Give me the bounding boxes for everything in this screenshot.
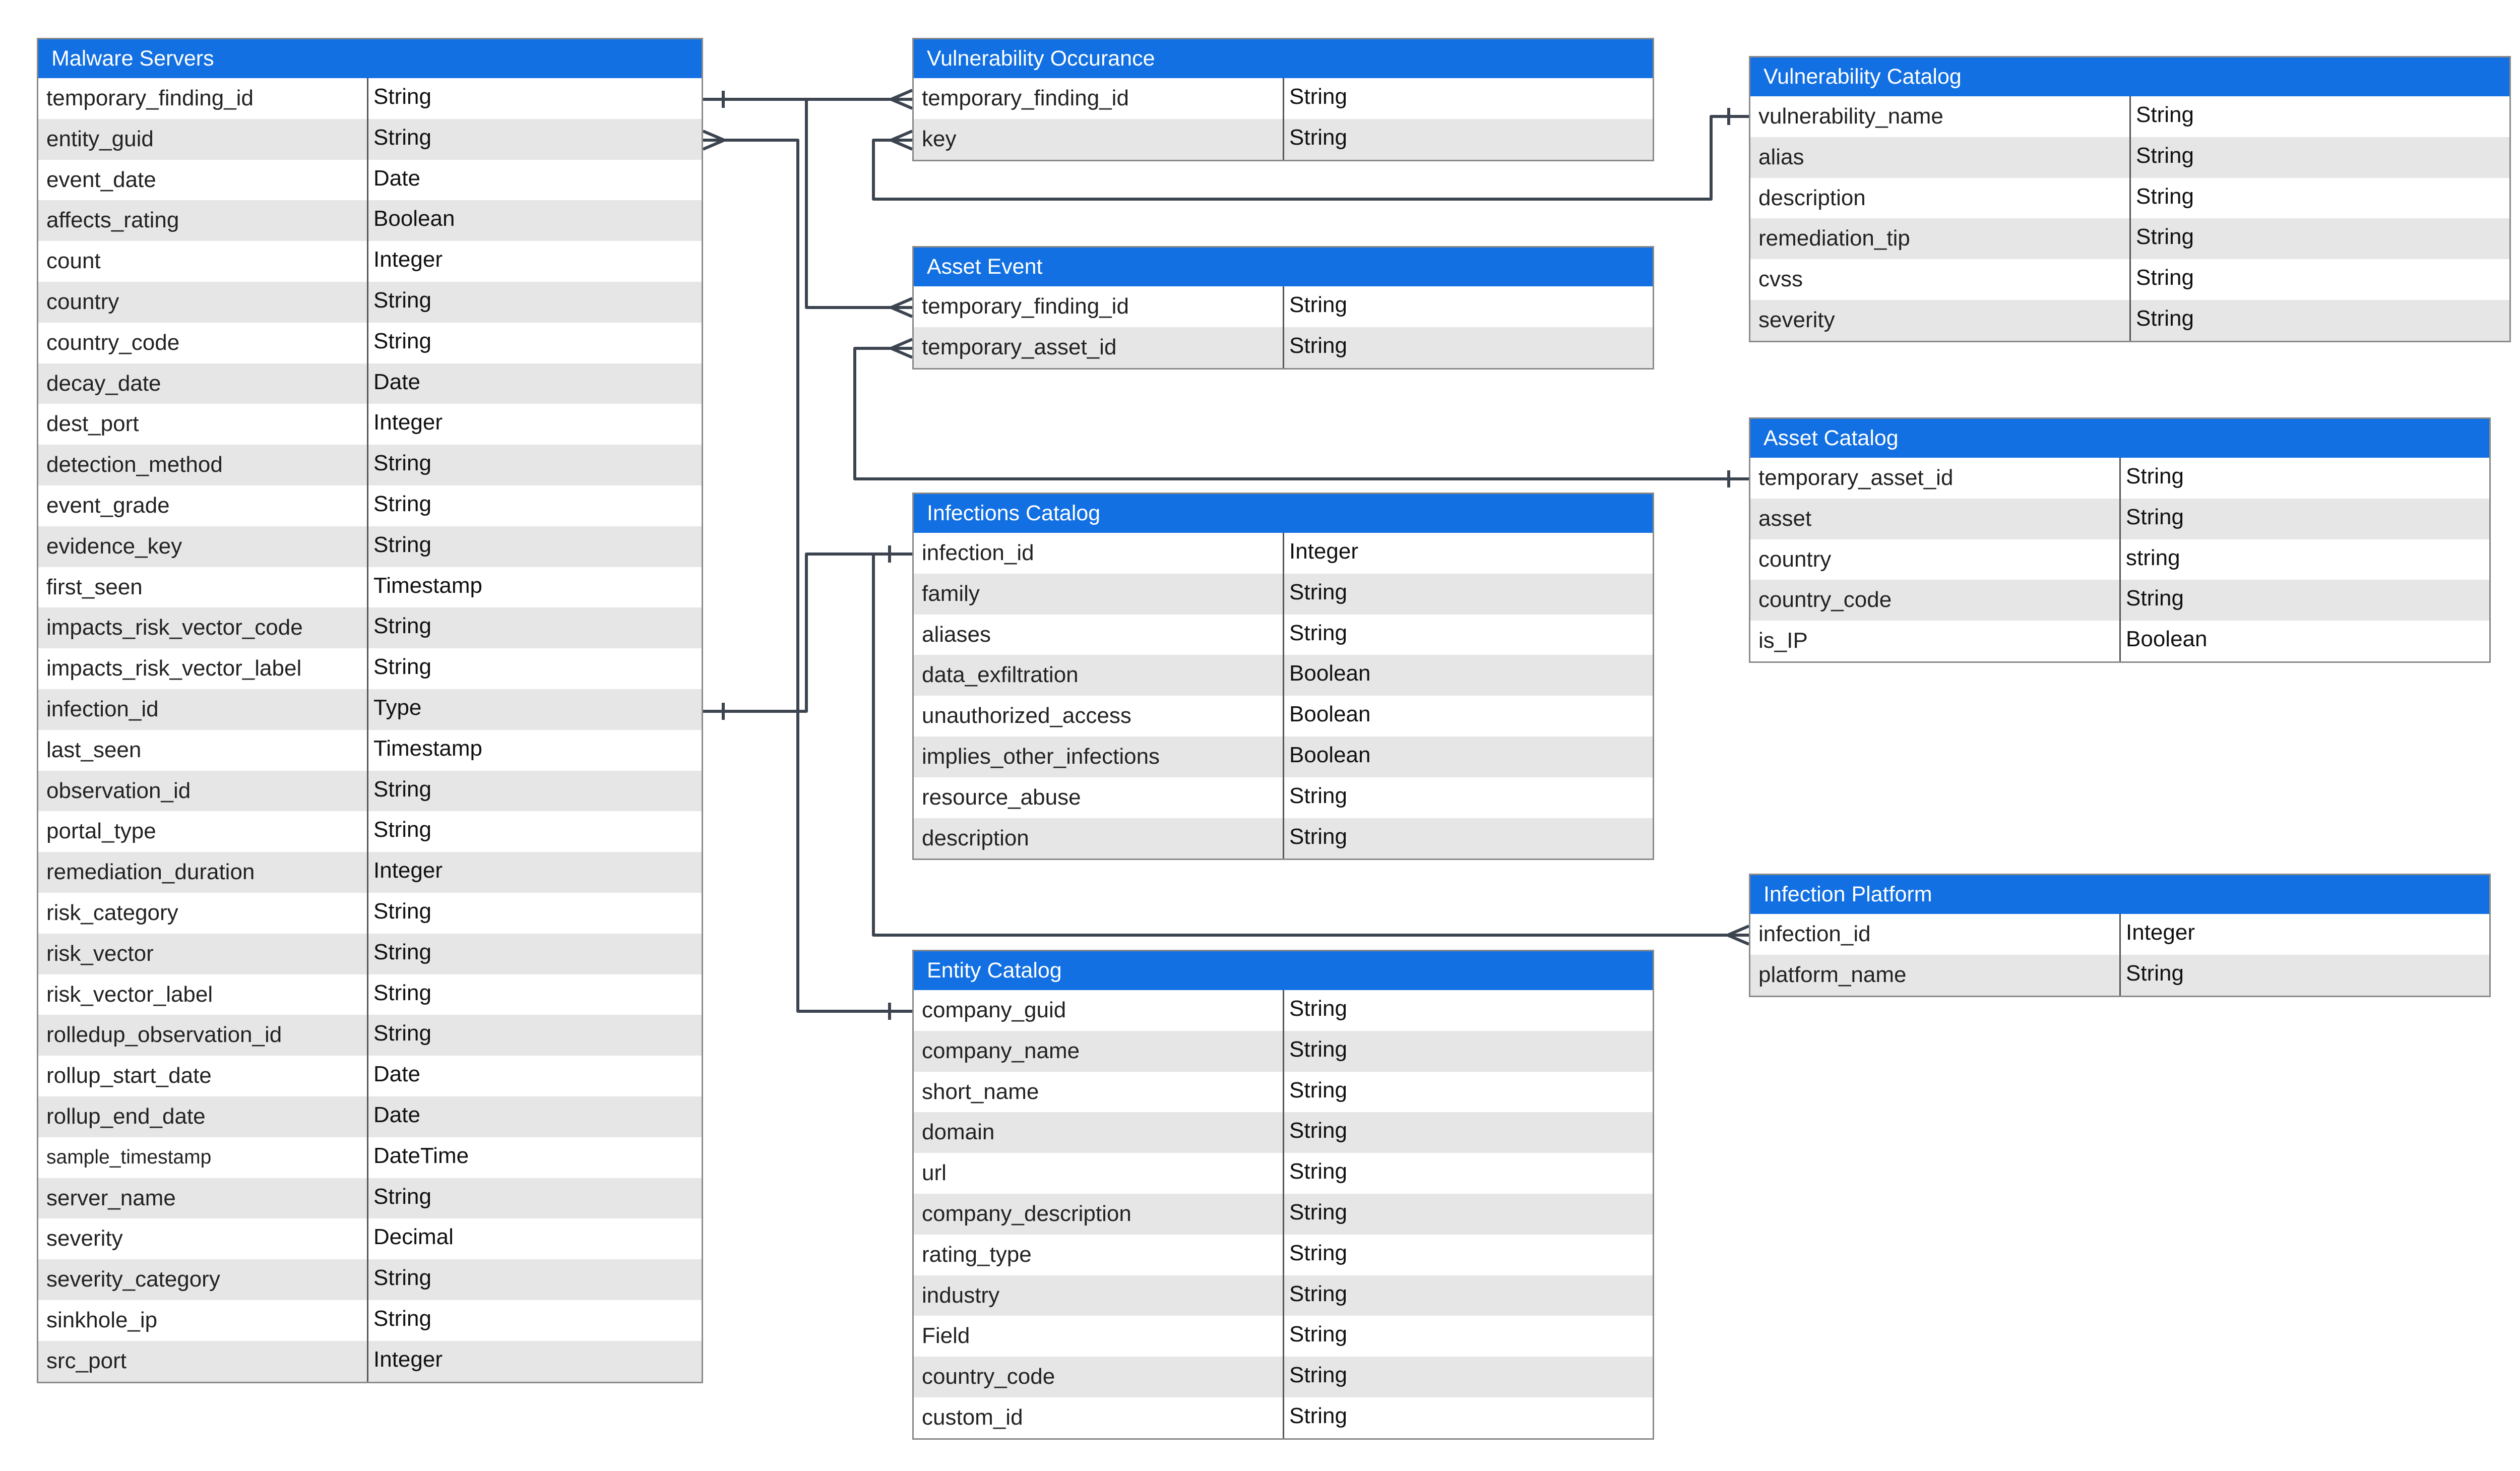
field-type: String xyxy=(1289,292,1347,317)
entity-title: Malware Servers xyxy=(38,39,702,78)
field-type: String xyxy=(1289,125,1347,150)
field-name: country xyxy=(1750,539,2121,580)
field-row[interactable] xyxy=(38,119,702,160)
field-name: alias xyxy=(1750,137,2131,178)
field-name: decay_date xyxy=(38,363,368,404)
field-type: String xyxy=(373,939,431,964)
field-type: Date xyxy=(373,1102,420,1127)
entity-infection-platform[interactable] xyxy=(1749,874,2491,997)
field-name: implies_other_infections xyxy=(914,737,1284,777)
field-row[interactable] xyxy=(914,1397,1653,1438)
field-row[interactable] xyxy=(38,1056,702,1096)
field-name: country xyxy=(38,282,368,323)
field-name: affects_rating xyxy=(38,200,368,241)
field-type: String xyxy=(1289,1199,1347,1224)
field-row[interactable] xyxy=(38,241,702,282)
field-type: String xyxy=(373,328,431,353)
field-type: String xyxy=(1289,1281,1347,1306)
field-row[interactable] xyxy=(38,811,702,852)
field-name: dest_port xyxy=(38,404,368,445)
entity-title: Vulnerability Catalog xyxy=(1750,57,2509,96)
field-type: String xyxy=(2136,224,2194,250)
field-row[interactable] xyxy=(38,607,702,648)
field-name: platform_name xyxy=(1750,955,2121,996)
entity-title: Asset Catalog xyxy=(1750,419,2489,458)
entity-infections-catalog[interactable] xyxy=(912,493,1654,860)
field-type: String xyxy=(373,287,431,313)
field-type: String xyxy=(373,125,431,150)
field-row[interactable] xyxy=(914,78,1653,119)
field-type: String xyxy=(373,817,431,842)
field-name: short_name xyxy=(914,1072,1284,1113)
field-name: url xyxy=(914,1153,1284,1194)
entity-title: Infections Catalog xyxy=(914,494,1653,533)
field-row[interactable] xyxy=(1750,137,2509,178)
field-row[interactable] xyxy=(38,934,702,974)
field-name: first_seen xyxy=(38,567,368,608)
field-name: entity_guid xyxy=(38,119,368,160)
field-name: remediation_tip xyxy=(1750,218,2131,259)
field-name: temporary_asset_id xyxy=(1750,458,2121,499)
field-type: String xyxy=(1289,1077,1347,1102)
field-type: String xyxy=(1289,1322,1347,1347)
field-name: observation_id xyxy=(38,771,368,812)
field-name: remediation_duration xyxy=(38,852,368,893)
field-type: String xyxy=(2136,265,2194,290)
field-name: country_code xyxy=(914,1357,1284,1397)
field-type: String xyxy=(1289,1403,1347,1428)
field-row[interactable] xyxy=(38,363,702,404)
field-type: Integer xyxy=(373,410,443,435)
field-name: portal_type xyxy=(38,811,368,852)
field-row[interactable] xyxy=(914,737,1653,777)
field-type: String xyxy=(2126,464,2184,488)
field-row[interactable] xyxy=(38,526,702,567)
field-row[interactable] xyxy=(914,574,1653,615)
field-type: String xyxy=(373,614,431,639)
field-row[interactable] xyxy=(38,404,702,445)
field-name: company_description xyxy=(914,1194,1284,1235)
field-row[interactable] xyxy=(38,445,702,485)
entity-title: Vulnerability Occurance xyxy=(914,39,1653,78)
field-row[interactable] xyxy=(914,655,1653,696)
field-name: severity xyxy=(38,1218,368,1259)
field-type: String xyxy=(1289,1240,1347,1265)
field-type: Boolean xyxy=(1289,702,1371,727)
field-type: String xyxy=(373,980,431,1005)
field-name: custom_id xyxy=(914,1397,1284,1438)
field-name: sample_timestamp xyxy=(38,1137,368,1178)
field-type: String xyxy=(373,1021,431,1046)
field-row[interactable] xyxy=(38,1137,702,1178)
entity-vulnerability-occurance[interactable] xyxy=(912,38,1654,161)
field-row[interactable] xyxy=(914,818,1653,859)
field-type: String xyxy=(2126,504,2184,529)
field-row[interactable] xyxy=(38,1259,702,1300)
field-row[interactable] xyxy=(914,1194,1653,1235)
field-name: risk_vector xyxy=(38,934,368,974)
field-type: String xyxy=(1289,333,1347,358)
field-type: String xyxy=(1289,84,1347,109)
field-type: string xyxy=(2126,545,2180,570)
field-name: infection_id xyxy=(914,533,1284,574)
field-type: String xyxy=(2136,143,2194,168)
field-row[interactable] xyxy=(38,1341,702,1382)
field-type: String xyxy=(1289,1036,1347,1062)
field-type: String xyxy=(1289,620,1347,645)
field-type: String xyxy=(1289,1159,1347,1184)
field-row[interactable] xyxy=(914,615,1653,655)
field-row[interactable] xyxy=(38,1096,702,1137)
entity-title: Asset Event xyxy=(914,248,1653,286)
field-row[interactable] xyxy=(914,777,1653,818)
field-type: String xyxy=(2136,102,2194,127)
field-type: String xyxy=(2126,586,2184,611)
field-type: Date xyxy=(373,1062,420,1087)
entity-title: Entity Catalog xyxy=(914,951,1653,990)
field-name: country_code xyxy=(1750,580,2121,621)
entity-title: Infection Platform xyxy=(1750,875,2489,914)
field-type: String xyxy=(2126,960,2184,986)
field-name: description xyxy=(914,818,1284,859)
field-name: event_grade xyxy=(38,485,368,526)
field-name: last_seen xyxy=(38,730,368,771)
field-name: aliases xyxy=(914,615,1284,655)
field-type: String xyxy=(373,84,431,109)
field-row[interactable] xyxy=(1750,539,2489,580)
entity-asset-catalog[interactable] xyxy=(1749,417,2491,663)
field-row[interactable] xyxy=(38,1178,702,1219)
field-row[interactable] xyxy=(1750,458,2489,499)
field-name: rollup_start_date xyxy=(38,1056,368,1096)
field-type: String xyxy=(2136,183,2194,209)
field-name: rollup_end_date xyxy=(38,1096,368,1137)
field-row[interactable] xyxy=(1750,621,2489,661)
field-row[interactable] xyxy=(914,1072,1653,1113)
field-name: severity_category xyxy=(38,1259,368,1300)
field-row[interactable] xyxy=(1750,218,2509,259)
field-row[interactable] xyxy=(914,327,1653,368)
field-row[interactable] xyxy=(1750,300,2509,341)
field-row[interactable] xyxy=(38,1300,702,1341)
field-row[interactable] xyxy=(38,323,702,363)
field-name: country_code xyxy=(38,323,368,363)
field-row[interactable] xyxy=(914,1316,1653,1357)
field-row[interactable] xyxy=(914,1357,1653,1397)
field-type: Timestamp xyxy=(373,736,482,761)
field-type: String xyxy=(373,654,431,680)
field-row[interactable] xyxy=(38,200,702,241)
field-row[interactable] xyxy=(1750,259,2509,300)
field-type: String xyxy=(373,1306,431,1331)
field-name: company_guid xyxy=(914,990,1284,1031)
field-name: severity xyxy=(1750,300,2131,341)
field-row[interactable] xyxy=(1750,499,2489,539)
field-name: temporary_finding_id xyxy=(914,286,1284,327)
field-name: cvss xyxy=(1750,259,2131,300)
field-name: temporary_asset_id xyxy=(914,327,1284,368)
field-row[interactable] xyxy=(914,696,1653,737)
field-row[interactable] xyxy=(914,286,1653,327)
entity-vulnerability-catalog[interactable] xyxy=(1749,56,2511,342)
field-name: unauthorized_access xyxy=(914,696,1284,737)
field-row[interactable] xyxy=(38,282,702,323)
field-name: detection_method xyxy=(38,445,368,485)
field-row[interactable] xyxy=(914,1235,1653,1275)
field-row[interactable] xyxy=(914,1275,1653,1316)
field-row[interactable] xyxy=(38,852,702,893)
field-row[interactable] xyxy=(38,1015,702,1056)
field-row[interactable] xyxy=(38,485,702,526)
field-row[interactable] xyxy=(1750,580,2489,621)
field-row[interactable] xyxy=(38,648,702,689)
field-type: Boolean xyxy=(1289,742,1371,767)
field-name: server_name xyxy=(38,1178,368,1219)
field-name: rolledup_observation_id xyxy=(38,1015,368,1056)
field-type: String xyxy=(373,776,431,802)
field-type: String xyxy=(1289,996,1347,1021)
field-name: is_IP xyxy=(1750,621,2121,661)
field-type: Integer xyxy=(373,858,443,883)
field-type: String xyxy=(1289,824,1347,849)
field-name: impacts_risk_vector_code xyxy=(38,607,368,648)
field-row[interactable] xyxy=(1750,96,2509,137)
field-type: Date xyxy=(373,165,420,191)
field-name: family xyxy=(914,574,1284,615)
entity-asset-event[interactable] xyxy=(912,246,1654,370)
field-row[interactable] xyxy=(914,1153,1653,1194)
field-name: industry xyxy=(914,1275,1284,1316)
field-type: Type xyxy=(373,695,422,720)
field-name: resource_abuse xyxy=(914,777,1284,818)
field-type: String xyxy=(373,898,431,924)
field-type: String xyxy=(2136,305,2194,331)
field-type: String xyxy=(1289,783,1347,808)
field-name: count xyxy=(38,241,368,282)
entity-entity-catalog[interactable] xyxy=(912,950,1654,1440)
field-row[interactable] xyxy=(38,893,702,934)
field-name: infection_id xyxy=(38,689,368,730)
field-row[interactable] xyxy=(38,730,702,771)
field-type: Timestamp xyxy=(373,573,482,598)
field-row[interactable] xyxy=(38,974,702,1015)
field-name: sinkhole_ip xyxy=(38,1300,368,1341)
field-type: DateTime xyxy=(373,1143,469,1168)
field-name: src_port xyxy=(38,1341,368,1382)
field-name: event_date xyxy=(38,160,368,201)
field-name: impacts_risk_vector_label xyxy=(38,648,368,689)
field-type: Boolean xyxy=(2126,627,2208,652)
field-name: key xyxy=(914,119,1284,160)
field-type: Integer xyxy=(2126,920,2195,945)
field-row[interactable] xyxy=(914,1031,1653,1072)
field-name: Field xyxy=(914,1316,1284,1357)
field-type: Decimal xyxy=(373,1224,454,1250)
field-type: String xyxy=(373,451,431,476)
field-name: asset xyxy=(1750,499,2121,539)
field-name: domain xyxy=(914,1112,1284,1153)
field-name: evidence_key xyxy=(38,526,368,567)
field-row[interactable] xyxy=(38,689,702,730)
field-name: temporary_finding_id xyxy=(914,78,1284,119)
rel-infection-id-infections-catalog xyxy=(703,554,912,711)
field-row[interactable] xyxy=(1750,955,2489,996)
field-row[interactable] xyxy=(914,1112,1653,1153)
field-name: infection_id xyxy=(1750,914,2121,955)
field-name: company_name xyxy=(914,1031,1284,1072)
field-name: risk_category xyxy=(38,893,368,934)
field-row[interactable] xyxy=(914,990,1653,1031)
field-name: description xyxy=(1750,178,2131,219)
field-type: Boolean xyxy=(1289,661,1371,686)
field-row[interactable] xyxy=(38,567,702,608)
field-row[interactable] xyxy=(1750,914,2489,955)
field-type: Boolean xyxy=(373,206,455,231)
field-row[interactable] xyxy=(914,119,1653,160)
field-type: String xyxy=(1289,579,1347,604)
field-type: String xyxy=(373,1184,431,1209)
field-type: Integer xyxy=(373,1346,443,1372)
rel-finding-asset-event xyxy=(703,99,912,308)
field-row[interactable] xyxy=(38,771,702,812)
field-type: Integer xyxy=(1289,539,1358,564)
field-name: rating_type xyxy=(914,1235,1284,1275)
field-type: String xyxy=(373,532,431,557)
field-type: Date xyxy=(373,369,420,394)
field-row[interactable] xyxy=(38,160,702,201)
field-type: String xyxy=(373,491,431,516)
field-name: vulnerability_name xyxy=(1750,96,2131,137)
field-name: data_exfiltration xyxy=(914,655,1284,696)
field-type: String xyxy=(373,1265,431,1291)
field-row[interactable] xyxy=(38,1218,702,1259)
field-row[interactable] xyxy=(914,533,1653,574)
field-type: Integer xyxy=(373,247,443,272)
field-row[interactable] xyxy=(1750,178,2509,219)
field-name: temporary_finding_id xyxy=(38,78,368,119)
field-type: String xyxy=(1289,1363,1347,1388)
field-type: String xyxy=(1289,1118,1347,1143)
field-name: risk_vector_label xyxy=(38,974,368,1015)
entity-malware-servers[interactable] xyxy=(37,38,703,1383)
field-row[interactable] xyxy=(38,78,702,119)
